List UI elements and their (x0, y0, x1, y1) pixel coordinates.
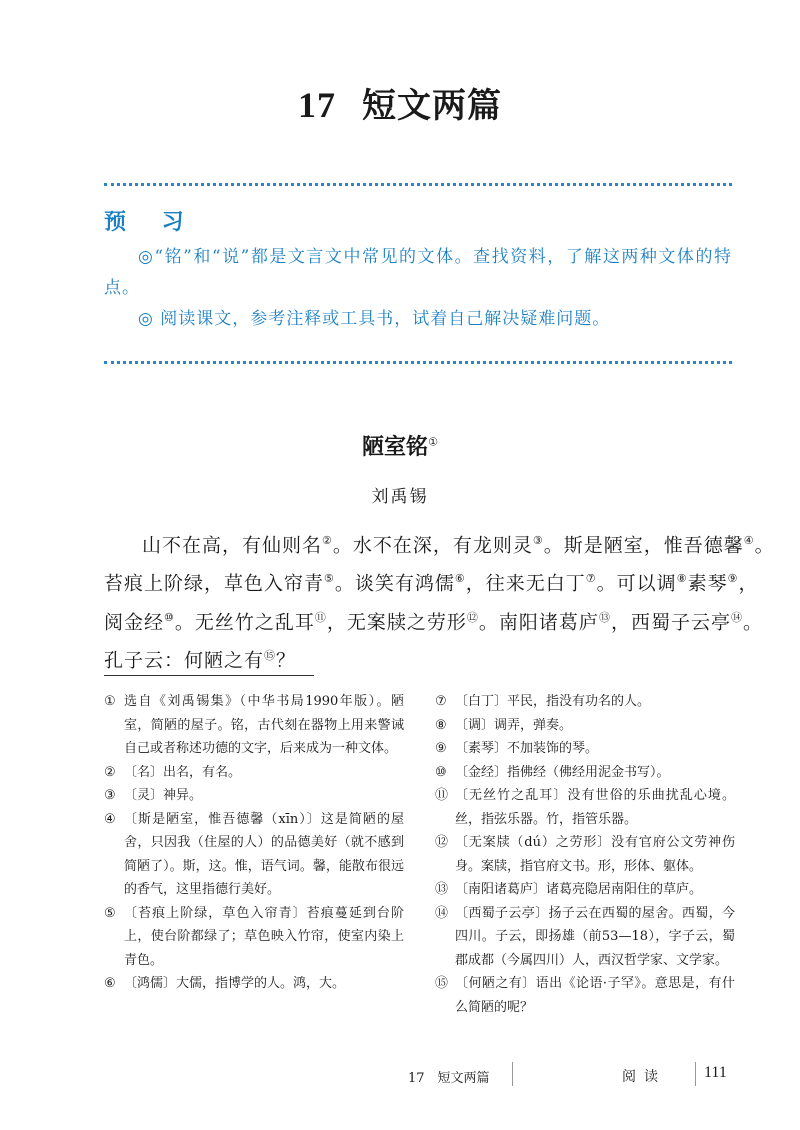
footnote-marker: ⑫ (466, 610, 479, 624)
lesson-number: 17 (298, 85, 336, 125)
footnote (104, 808, 404, 902)
footnote-text: 〔斯是陋室，惟吾德馨（xīn）〕这是简陋的屋舍，只因我（住屋的人）的品德美好（就不感到简陋了）。斯，这。惟，语气词。馨，能散布很远的香气，这里指德行美好。 (124, 811, 404, 897)
text-segment: 。可以调 (596, 572, 677, 595)
footnote-marker: ⑩ (164, 610, 175, 624)
footer-divider (512, 1062, 513, 1086)
footnote-number: ① (104, 694, 116, 709)
footnote-text: 〔金经〕指佛经（佛经用泥金书写）。 (455, 764, 670, 780)
text-segment: 山不在高，有仙则名 (142, 534, 323, 557)
text-line (104, 524, 775, 562)
text-segment: ，西蜀子云亭 (610, 610, 731, 633)
text-segment: 苔痕上阶绿，草色入帘青 (104, 572, 325, 595)
footnote-number: ⑥ (104, 976, 116, 991)
text-segment: 素琴 (687, 572, 728, 595)
text-title-label: 陋室铭 (362, 435, 429, 460)
footnote-number: ⑮ (435, 976, 449, 991)
preview-box (104, 205, 732, 335)
footnote-number: ⑩ (435, 764, 447, 780)
footnote (104, 761, 404, 785)
footnote-text: 〔西蜀子云亭〕扬子云在西蜀的屋舍。西蜀，今四川。子云，即扬雄（前53—18），字子云，蜀郡成都（今属四川）人，西汉哲学家、文学家。 (455, 905, 735, 968)
footnote (435, 714, 735, 738)
author: 刘禹锡 (371, 487, 429, 507)
footnote-number: ⑨ (435, 741, 447, 756)
dotted-divider-top (104, 183, 732, 186)
footnote-number: ⑪ (435, 788, 449, 803)
footnote (435, 690, 735, 714)
text-segment: 。 (754, 534, 775, 557)
footnote-text: 〔何陋之有〕语出《论语·子罕》。意思是，有什么简陋的呢？ (455, 976, 735, 1015)
preview-heading: 预 习 (104, 210, 198, 235)
text-segment: 。 (742, 610, 763, 633)
footnote-number: ② (104, 764, 116, 780)
text-title (0, 430, 800, 461)
footnote-text: 〔鸿儒〕大儒，指博学的人。鸿，大。 (124, 976, 346, 991)
footnote-marker: ③ (532, 534, 544, 547)
footnote-number: ⑬ (435, 882, 449, 897)
footnote-text: 〔无案牍（dú）之劳形〕没有官府公文劳神伤身。案牍，指官府文书。形，形体、躯体。 (455, 835, 735, 874)
footnote-text: 〔白丁〕平民，指没有功名的人。 (455, 694, 651, 709)
text-segment: 孔子云：何陋之有 (104, 649, 265, 672)
footnote-text: 〔素琴〕不加装饰的琴。 (455, 741, 599, 756)
footnote-marker: ⑧ (676, 572, 688, 586)
footnote-marker: ⑬ (598, 610, 611, 624)
text-segment: ， (738, 572, 759, 595)
footnote-number: ③ (104, 788, 116, 803)
footnote-text: 〔名〕出名，有名。 (124, 764, 242, 780)
footnote-marker: ② (322, 534, 333, 547)
lesson-name: 短文两篇 (362, 86, 502, 126)
text-segment: 。南阳诸葛庐 (478, 610, 599, 633)
footnote-text: 〔无丝竹之乱耳〕没有世俗的乐曲扰乱心境。丝，指弦乐器。竹，指管乐器。 (455, 788, 735, 827)
footnote-marker: ④ (743, 534, 755, 547)
footnote-text: 〔南阳诸葛庐〕诸葛亮隐居南阳住的草庐。 (455, 882, 703, 897)
footnote-marker: ⑪ (314, 610, 327, 624)
footnotes-right (435, 690, 735, 1019)
footnote (435, 784, 735, 831)
text-segment: 。斯是陋室，惟吾德馨 (543, 534, 744, 557)
footnote (435, 831, 735, 878)
footnote (104, 784, 404, 808)
footnote (435, 902, 735, 973)
text-segment: 阅金经 (104, 610, 165, 633)
text-segment: ，往来无白丁 (465, 572, 586, 595)
footnote-marker: ⑥ (454, 572, 466, 586)
footnote-text: 〔灵〕神异。 (124, 788, 203, 803)
text-segment: ，无案牍之劳形 (326, 610, 467, 633)
footer-chapter: 17 短文两篇 (408, 1071, 490, 1086)
text-segment: ？ (276, 649, 297, 672)
text-segment: 。谈笑有鸿儒 (334, 572, 455, 595)
dotted-divider-bottom (104, 361, 732, 364)
footnote-marker: ⑦ (585, 572, 597, 586)
footnote-number: ⑫ (435, 835, 449, 850)
footer-divider (695, 1062, 696, 1086)
footnote-marker: ⑤ (324, 572, 335, 586)
footnote-rule (104, 675, 314, 676)
footnote-marker: ⑮ (264, 648, 277, 662)
page-footer (0, 1062, 800, 1090)
footnote-marker: ① (428, 435, 438, 449)
footnote (104, 690, 404, 761)
footnote-number: ④ (104, 811, 116, 827)
footnote-text: 〔苔痕上阶绿，草色入帘青〕苔痕蔓延到台阶上，使台阶都绿了；草色映入竹帘，使室内染上青色。 (124, 905, 404, 968)
footnote-marker: ⑭ (730, 610, 743, 624)
text-line (104, 601, 763, 639)
footnote-number: ⑭ (435, 905, 449, 921)
footnote-number: ⑤ (104, 905, 116, 921)
text-segment: 。水不在深，有龙则灵 (332, 534, 533, 557)
footnote (435, 972, 735, 1019)
lesson-title (0, 78, 800, 127)
footnotes-left (104, 690, 404, 996)
footer-section: 阅读 (622, 1069, 666, 1085)
footnote-marker: ⑨ (727, 572, 739, 586)
footnote (435, 737, 735, 761)
text-segment: 。无丝竹之乱耳 (174, 610, 315, 633)
footnote-number: ⑦ (435, 694, 447, 709)
preview-item: ◎“铭”和“说”都是文言文中常见的文体。查找资料，了解这两种文体的特点。 (104, 247, 732, 298)
main-text (104, 524, 775, 677)
footnote-number: ⑧ (435, 717, 447, 733)
text-line (104, 639, 734, 677)
footnote (435, 761, 735, 785)
footnote (104, 972, 404, 996)
footnote-text: 选自《刘禹锡集》（中华书局1990年版）。陋室，简陋的屋子。铭，古代刻在器物上用来警诫自己或者称述功德的文字，后来成为一种文体。 (124, 694, 404, 756)
page-number: 111 (704, 1064, 727, 1081)
footnote (104, 902, 404, 973)
text-line (104, 562, 759, 600)
footnote (435, 878, 735, 902)
preview-item: ◎ 阅读课文，参考注释或工具书，试着自己解决疑难问题。 (138, 309, 611, 329)
footnote-text: 〔调〕调弄，弹奏。 (455, 717, 573, 733)
